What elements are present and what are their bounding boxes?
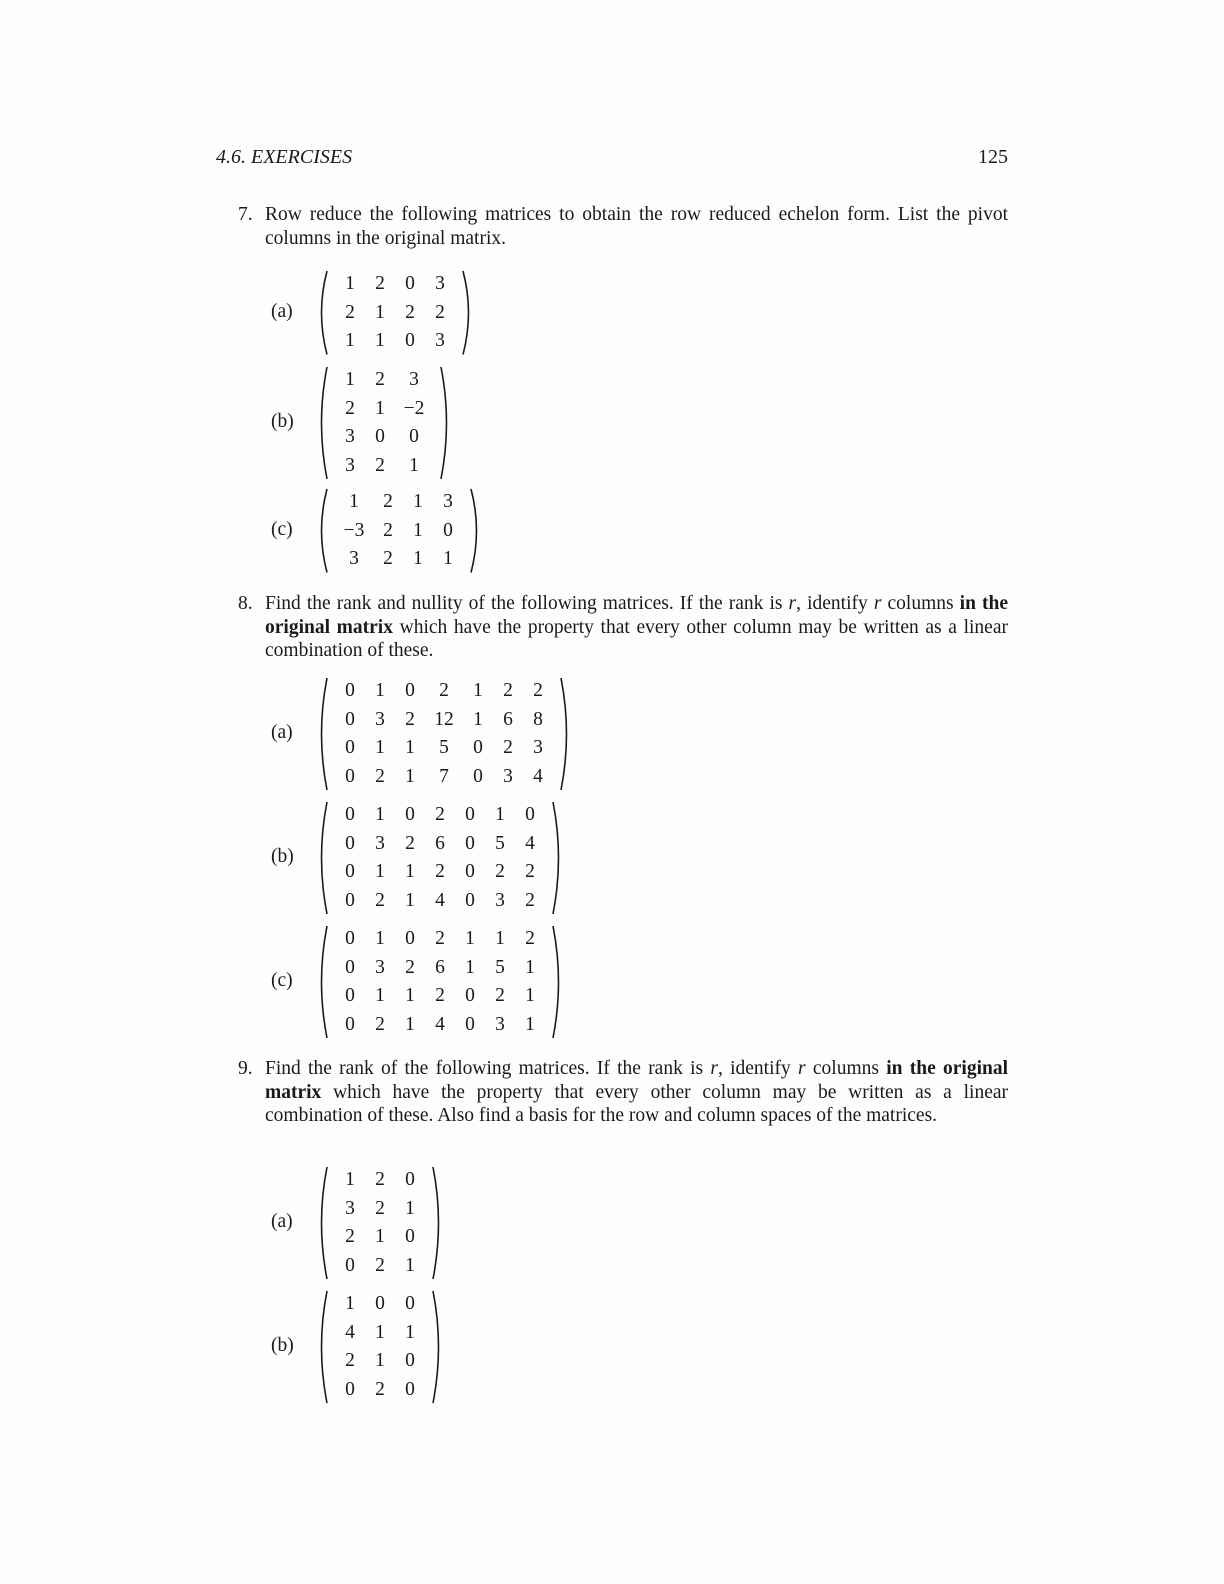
matrix-entry: 2 — [435, 301, 445, 323]
right-parenthesis — [559, 677, 573, 791]
matrix-entry: 12 — [434, 708, 454, 730]
matrix-entry: 1 — [345, 1169, 355, 1190]
matrix-entry: 3 — [375, 708, 385, 730]
exercise-number: 8. — [238, 593, 253, 614]
matrix-entry: 2 — [375, 273, 385, 294]
matrix-entry: 1 — [413, 548, 423, 569]
matrix-entry: 1 — [405, 985, 415, 1006]
matrix-entry: 0 — [345, 765, 355, 787]
matrix-entry: 0 — [345, 861, 355, 882]
part-label: (a) — [271, 722, 293, 743]
matrix-entry: 0 — [465, 861, 475, 882]
matrix-entry: 2 — [345, 1350, 355, 1371]
right-parenthesis — [551, 801, 565, 915]
matrix-entry: 3 — [533, 737, 543, 758]
matrix-entry: 1 — [473, 708, 483, 730]
matrix-entry: 2 — [405, 956, 415, 978]
prompt-text: Find the rank of the following matrices. If the rank is — [265, 1058, 711, 1079]
matrix — [315, 801, 565, 915]
prompt-text: , identify — [717, 1058, 799, 1079]
left-parenthesis — [315, 677, 329, 791]
matrix-entry: 2 — [435, 928, 445, 949]
exercise-prompt — [265, 203, 1008, 250]
prompt-text: columns — [881, 593, 960, 614]
matrix-entry: 1 — [405, 737, 415, 758]
matrix-entry: 5 — [439, 737, 449, 758]
part-label: (a) — [271, 1211, 293, 1232]
matrix-entry: 0 — [465, 985, 475, 1006]
matrix-entry: 3 — [503, 765, 513, 787]
emphasis-text: in the original matrix — [265, 593, 1008, 638]
matrix-entry: 2 — [375, 1378, 385, 1400]
matrix-entry: 0 — [405, 928, 415, 949]
matrix-entry: 1 — [413, 491, 423, 512]
matrix-entry: 6 — [435, 956, 445, 978]
matrix-entry: 0 — [405, 680, 415, 701]
matrix-entry: 0 — [405, 330, 415, 351]
exercise-9 — [238, 1057, 1008, 1128]
matrix-entry: 0 — [465, 1013, 475, 1035]
matrix-entry: 2 — [525, 861, 535, 882]
math-variable: r — [788, 593, 797, 614]
matrix-entry: 4 — [525, 832, 535, 854]
matrix-entry: 1 — [375, 301, 385, 323]
matrix-entry: 1 — [405, 861, 415, 882]
part-label: (b) — [271, 411, 294, 432]
matrix-entry: 4 — [435, 1013, 445, 1035]
exercise-7 — [238, 203, 1008, 250]
part-label: (c) — [271, 518, 293, 540]
matrix-entry: 1 — [495, 804, 505, 825]
matrix-entry: 0 — [465, 804, 475, 825]
matrix-entry: 0 — [405, 1226, 415, 1247]
matrix-entry: 1 — [525, 1013, 535, 1035]
matrix-entry: 2 — [503, 737, 513, 758]
matrix-entry: 4 — [435, 889, 445, 911]
matrix-entry: 3 — [435, 273, 445, 294]
matrix-entry: 0 — [465, 889, 475, 911]
matrix-entry: 0 — [345, 889, 355, 911]
matrix-entry: 3 — [435, 330, 445, 351]
matrix-entry: 0 — [345, 985, 355, 1006]
matrix-entry: 0 — [345, 1013, 355, 1035]
matrix-entry: 2 — [375, 1013, 385, 1035]
matrix — [315, 270, 475, 356]
matrix-entry: 1 — [345, 1293, 355, 1314]
matrix-entry: 2 — [383, 519, 393, 541]
matrix-entry: 2 — [435, 861, 445, 882]
matrix-entry: 2 — [495, 985, 505, 1006]
matrix-entry: 6 — [435, 832, 445, 854]
emphasis-text: in the original matrix — [265, 1058, 1008, 1103]
matrix-entry: 1 — [345, 273, 355, 294]
matrix-entry: 0 — [525, 804, 535, 825]
matrix-entry: 1 — [375, 330, 385, 351]
exercise-number: 7. — [238, 204, 253, 225]
matrix-entry: 0 — [405, 1350, 415, 1371]
matrix-entry: 1 — [375, 861, 385, 882]
matrix — [315, 488, 483, 574]
left-parenthesis — [315, 488, 329, 574]
matrix-entry: 3 — [345, 454, 355, 476]
exercise-prompt — [265, 1057, 1008, 1128]
matrix-entry: 6 — [503, 708, 513, 730]
matrix-entry: 2 — [383, 491, 393, 512]
matrix — [315, 925, 565, 1039]
matrix-entry: 1 — [405, 1013, 415, 1035]
matrix-entry: 3 — [345, 1197, 355, 1219]
matrix-entries — [329, 1166, 431, 1280]
part-label: (b) — [271, 846, 294, 867]
matrix-entry: 2 — [495, 861, 505, 882]
matrix-entry: 3 — [375, 832, 385, 854]
left-parenthesis — [315, 801, 329, 915]
right-parenthesis — [551, 925, 565, 1039]
matrix-entry: 0 — [345, 1254, 355, 1276]
matrix-entry: 0 — [345, 928, 355, 949]
matrix — [315, 1166, 445, 1280]
matrix-entry: 1 — [413, 519, 423, 541]
matrix-entry: 2 — [435, 804, 445, 825]
matrix-entry: 3 — [495, 889, 505, 911]
matrix-entry: 0 — [405, 1293, 415, 1314]
matrix-entry: 1 — [405, 1254, 415, 1276]
part-label: (c) — [271, 970, 293, 991]
matrix-entry: 5 — [495, 832, 505, 854]
matrix — [315, 1290, 445, 1404]
matrix-entry: −3 — [343, 519, 365, 541]
matrix-entry: 1 — [375, 1321, 385, 1343]
matrix-entry: 2 — [503, 680, 513, 701]
matrix-entries — [329, 270, 461, 356]
page-number: 125 — [978, 146, 1008, 168]
matrix-entry: 2 — [375, 765, 385, 787]
matrix-entry: 1 — [375, 737, 385, 758]
prompt-text: Find the rank and nullity of the following matrices. If the rank is — [265, 593, 789, 614]
math-variable: r — [798, 1058, 806, 1079]
matrix-entry: 2 — [525, 928, 535, 949]
matrix-entry: 0 — [465, 832, 475, 854]
prompt-text: Row reduce the following matrices to obtain the row reduced echelon form. List the pivot columns in the original matrix. — [265, 204, 1008, 249]
matrix-entry: 2 — [525, 889, 535, 911]
matrix-entry: 2 — [375, 1197, 385, 1219]
matrix-entry: 0 — [405, 1378, 415, 1400]
matrix-entry: 2 — [375, 1254, 385, 1276]
matrix-entry: 1 — [375, 804, 385, 825]
left-parenthesis — [315, 1166, 329, 1280]
matrix-entry: 2 — [345, 1226, 355, 1247]
matrix-entry: 0 — [473, 737, 483, 758]
matrix-entry: 1 — [375, 680, 385, 701]
matrix-entry: 2 — [345, 301, 355, 323]
matrix-entry: 1 — [375, 985, 385, 1006]
matrix-entry: 1 — [375, 1226, 385, 1247]
matrix-entry: 2 — [375, 889, 385, 911]
matrix-entry: 0 — [443, 519, 453, 541]
matrix-entry: 1 — [525, 956, 535, 978]
matrix-entry: 1 — [349, 491, 359, 512]
matrix-entry: 2 — [345, 397, 355, 419]
prompt-text: columns — [805, 1058, 887, 1079]
left-parenthesis — [315, 366, 329, 480]
matrix-entry: 3 — [349, 548, 359, 569]
matrix-entry: 1 — [345, 369, 355, 390]
matrix-entry: 1 — [405, 765, 415, 787]
right-parenthesis — [439, 366, 453, 480]
matrix-entries — [329, 366, 439, 480]
matrix-entry: 0 — [405, 273, 415, 294]
matrix — [315, 366, 453, 480]
matrix-entry: 4 — [345, 1321, 355, 1343]
matrix-entry: 0 — [375, 1293, 385, 1314]
matrix-entry: 1 — [443, 548, 453, 569]
matrix-entry: 2 — [405, 708, 415, 730]
matrix-entry: 0 — [345, 737, 355, 758]
matrix-entry: 2 — [435, 985, 445, 1006]
matrix-entry: 0 — [473, 765, 483, 787]
prompt-text: which have the property that every other column may be written as a linear combination of these. Also find a basis for the row and column spaces of the matrices. — [265, 1081, 1008, 1126]
matrix-entry: 3 — [375, 956, 385, 978]
matrix-entry: 3 — [409, 369, 419, 390]
prompt-text: which have the property that every other column may be written as a linear combination of these. — [265, 616, 1008, 661]
right-parenthesis — [431, 1166, 445, 1280]
section-title: 4.6. EXERCISES — [216, 146, 353, 168]
math-variable: r — [710, 1058, 718, 1079]
matrix-entry: 5 — [495, 956, 505, 978]
matrix-entry: 3 — [443, 491, 453, 512]
matrix-entry: 1 — [405, 1321, 415, 1343]
matrix-entries — [329, 801, 551, 915]
left-parenthesis — [315, 1290, 329, 1404]
matrix-entry: 2 — [375, 1169, 385, 1190]
matrix-entry: 3 — [495, 1013, 505, 1035]
matrix-entry: 8 — [533, 708, 543, 730]
right-parenthesis — [431, 1290, 445, 1404]
matrix-entries — [329, 925, 551, 1039]
matrix-entry: 1 — [375, 397, 385, 419]
matrix — [315, 677, 573, 791]
matrix-entry: 2 — [375, 369, 385, 390]
matrix-entry: 2 — [533, 680, 543, 701]
left-parenthesis — [315, 270, 329, 356]
matrix-entry: 1 — [345, 330, 355, 351]
prompt-text: , identify — [796, 593, 874, 614]
matrix-entry: 1 — [465, 956, 475, 978]
matrix-entry: 2 — [439, 680, 449, 701]
math-variable: r — [873, 593, 882, 614]
matrix-entry: 0 — [405, 804, 415, 825]
matrix-entry: 1 — [375, 1350, 385, 1371]
matrix-entry: 1 — [409, 454, 419, 476]
matrix-entry: 1 — [375, 928, 385, 949]
matrix-entries — [329, 488, 469, 574]
matrix-entry: 1 — [405, 889, 415, 911]
matrix-entry: −2 — [403, 397, 425, 419]
matrix-entry: 0 — [405, 1169, 415, 1190]
matrix-entry: 1 — [405, 1197, 415, 1219]
matrix-entry: 1 — [465, 928, 475, 949]
matrix-entry: 0 — [345, 1378, 355, 1400]
part-label: (b) — [271, 1335, 294, 1356]
exercise-8 — [238, 592, 1008, 663]
matrix-entries — [329, 1290, 431, 1404]
right-parenthesis — [461, 270, 475, 356]
matrix-entry: 3 — [345, 426, 355, 447]
matrix-entry: 4 — [533, 765, 543, 787]
matrix-entry: 2 — [405, 832, 415, 854]
matrix-entry: 2 — [375, 454, 385, 476]
matrix-entry: 7 — [439, 765, 449, 787]
matrix-entry: 0 — [375, 426, 385, 447]
matrix-entries — [329, 677, 559, 791]
right-parenthesis — [469, 488, 483, 574]
exercise-number: 9. — [238, 1058, 253, 1079]
matrix-entry: 0 — [345, 804, 355, 825]
matrix-entry: 0 — [345, 832, 355, 854]
matrix-entry: 1 — [473, 680, 483, 701]
matrix-entry: 0 — [345, 708, 355, 730]
matrix-entry: 1 — [495, 928, 505, 949]
matrix-entry: 2 — [383, 548, 393, 569]
part-label: (a) — [271, 300, 293, 322]
matrix-entry: 0 — [345, 680, 355, 701]
matrix-entry: 1 — [525, 985, 535, 1006]
left-parenthesis — [315, 925, 329, 1039]
matrix-entry: 2 — [405, 301, 415, 323]
matrix-entry: 0 — [345, 956, 355, 978]
exercise-prompt — [265, 592, 1008, 663]
matrix-entry: 0 — [409, 426, 419, 447]
